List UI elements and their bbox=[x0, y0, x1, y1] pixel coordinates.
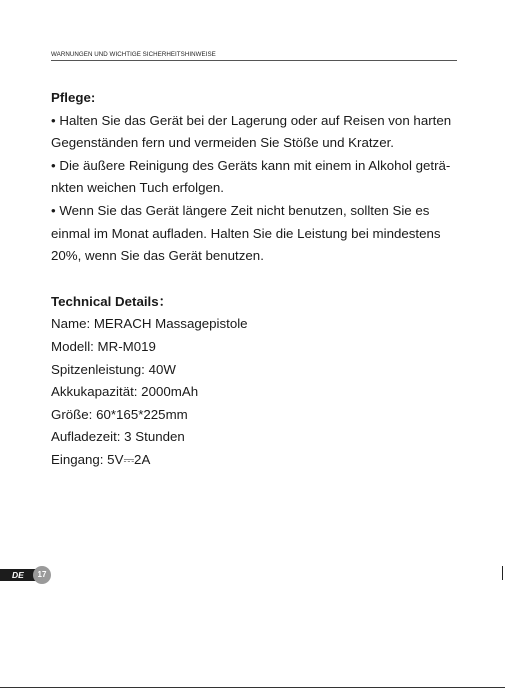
edge-mark bbox=[502, 566, 503, 580]
spec-name: Name: MERACH Massagepistole bbox=[51, 316, 248, 332]
care-item-3-line-1: • Wenn Sie das Gerät längere Zeit nicht benutzen, sollten Sie es bbox=[51, 202, 430, 218]
care-item-1-line-1: • Halten Sie das Gerät bei der Lagerung oder auf Reisen von harten bbox=[51, 112, 452, 128]
page-number-badge: 17 bbox=[33, 566, 51, 584]
care-item-1-line-2: Gegenständen fern und vermeiden Sie Stöße und Kratzer. bbox=[51, 135, 394, 151]
care-item-3-line-3: 20%, wenn Sie das Gerät benutzen. bbox=[51, 248, 264, 264]
language-label: DE bbox=[12, 570, 24, 580]
technical-heading: Technical Details： bbox=[51, 293, 172, 309]
spec-size: Größe: 60*165*225mm bbox=[51, 406, 188, 422]
spec-input: Eingang: 5V⎓2A bbox=[51, 451, 151, 467]
care-item-2-line-2: nkten weichen Tuch erfolgen. bbox=[51, 180, 224, 196]
care-item-3-line-2: einmal im Monat aufladen. Halten Sie die Leistung bei mindestens bbox=[51, 225, 441, 241]
care-item-2-line-1: • Die äußere Reinigung des Geräts kann mit einem in Alkohol geträ- bbox=[51, 157, 451, 173]
spec-battery-capacity: Akkukapazität: 2000mAh bbox=[51, 384, 199, 400]
technical-details-section bbox=[51, 291, 471, 472]
care-heading: Pflege: bbox=[51, 90, 96, 105]
spec-peak-power: Spitzenleistung: 40W bbox=[51, 361, 176, 377]
spec-charging-time: Aufladezeit: 3 Stunden bbox=[51, 429, 185, 445]
care-section bbox=[51, 87, 471, 268]
page-content bbox=[51, 87, 471, 472]
header-rule bbox=[51, 60, 457, 61]
running-header: WARNUNGEN UND WICHTIGE SICHERHEITSHINWEISE bbox=[51, 51, 216, 58]
spec-model: Modell: MR-M019 bbox=[51, 338, 156, 354]
